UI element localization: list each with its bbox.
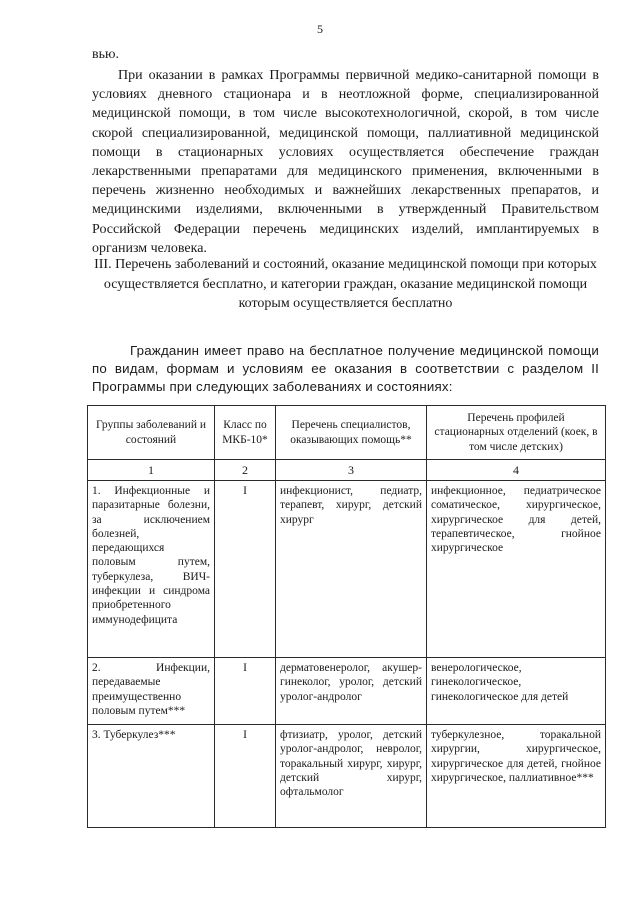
continuation-text: вью.: [92, 47, 119, 62]
column-number: 3: [276, 460, 427, 481]
specialists-cell: фтизиатр, уролог, детский уролог-андролог, невролог, торакальный хирург, хирург, детский хирург, офтальмолог: [276, 725, 427, 828]
icd-class-cell: I: [215, 725, 276, 828]
specialists-cell: дерматовенеролог, акушер-гинеколог, уролог, детский уролог-андролог: [276, 658, 427, 725]
table-row: [88, 481, 606, 658]
column-number: 2: [215, 460, 276, 481]
table-row: [88, 725, 606, 828]
section-heading: III. Перечень заболеваний и состояний, оказание медицинской помощи при которых осуществляется бесплатно, и категории граждан, оказание медицинской помощи которым осуществляется бесплатно: [94, 257, 597, 311]
icd-class-cell: I: [215, 481, 276, 658]
header-specialists: Перечень специалистов, оказывающих помощь**: [276, 406, 427, 460]
column-number-row: [88, 460, 606, 481]
header-ward-profiles: Перечень профилей стационарных отделений (коек, в том числе детских): [427, 406, 606, 460]
diseases-table: [87, 405, 606, 828]
profiles-cell: венерологическое, гинекологическое, гинекологическое для детей: [427, 658, 606, 725]
header-disease-groups: Группы заболеваний и состояний: [88, 406, 215, 460]
icd-class-cell: I: [215, 658, 276, 725]
header-icd-class: Класс по МКБ-10*: [215, 406, 276, 460]
disease-group-cell: 3. Туберкулез***: [88, 725, 215, 828]
column-number: 1: [88, 460, 215, 481]
disease-group-cell: 1. Инфекционные и паразитарные болезни, за исключением болезней, передающихся половым путем, туберкулеза, ВИЧ-инфекции и синдрома приобретенного иммунодефицита: [88, 481, 215, 658]
specialists-cell: инфекционист, педиатр, терапевт, хирург, детский хирург: [276, 481, 427, 658]
column-number: 4: [427, 460, 606, 481]
table-header-row: [88, 406, 606, 460]
profiles-cell: инфекционное, педиатрическое соматическое, хирургическое, хирургическое для детей, терапевтическое, гнойное хирургическое: [427, 481, 606, 658]
disease-group-cell: 2. Инфекции, передаваемые преимущественно половым путем***: [88, 658, 215, 725]
page-number: 5: [317, 22, 323, 36]
profiles-cell: туберкулезное, торакальной хирургии, хирургическое, хирургическое для детей, гнойное хирургическое, паллиативное***: [427, 725, 606, 828]
paragraph-citizen-rights: Гражданин имеет право на бесплатное получение медицинской помощи по видам, формам и условиям ее оказания в соответствии с разделом II Программы при следующих заболеваниях и состояниях:: [92, 343, 599, 394]
table-row: [88, 658, 606, 725]
paragraph-medication-provision: При оказании в рамках Программы первичной медико-санитарной помощи в условиях дневного стационара и в неотложной форме, специализированной медицинской помощи, в том числе высокотехнологичной, скорой, в том числе скорой специализированной, медицинской помощи, паллиативной медицинской помощи в стационарных условиях осуществляется обеспечение граждан лекарственными препаратами для медицинского применения, включенными в перечень жизненно необходимых и важнейших лекарственных препаратов, и медицинскими изделиями, включенными в утвержденный Правительством Российской Федерации перечень медицинских изделий, имплантируемых в организм человека.: [92, 68, 599, 256]
